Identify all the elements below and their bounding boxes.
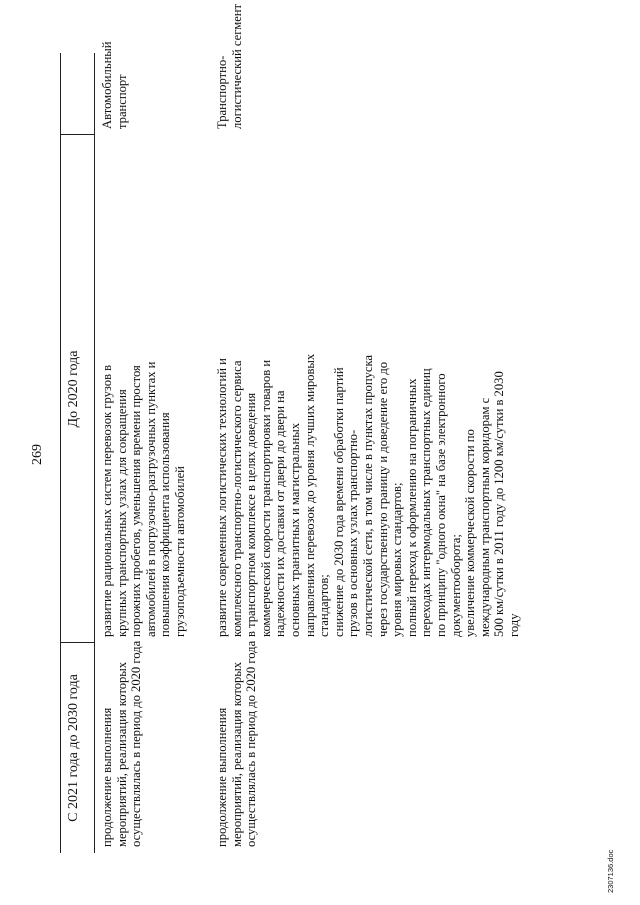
row2-sector: Транспортно- логистический сегмент bbox=[215, 3, 244, 129]
row2-till-2020: развитие современных логистических технологий и комплексного транспортно-логистического сервиса в транспортном комплексе в целях доведения коммерческой скорости транспортировки товаров и надежности их доставки от двери до двери на основных транзитных и магистральных направлениях перевозок до уровня лучших мировых стандартов; снижение до 2030 года времени обработки партий грузов в основных узлах транспортно- логистической сети, в том числе в пунктах пропуска через государственную границу и доведение его до уровня мировых стандартов; полный переход к оформлению на пограничных переходах интермодальных транспортных единиц по принципу "одного окна" на базе электронного документооборота; увеличение коммерческой скорости по международным транспортным коридорам с 500 км/сутки в 2011 году до 1200 км/сутки в 2030 году bbox=[215, 353, 521, 637]
header-bottom-rule bbox=[94, 53, 95, 853]
header-till-2020: До 2020 года bbox=[66, 350, 81, 428]
header-from-2021: С 2021 года до 2030 года bbox=[66, 674, 81, 822]
document-id: 2307136.doc bbox=[606, 849, 615, 893]
row1-sector: Автомобильный транспорт bbox=[100, 41, 129, 129]
row1-till-2020: развитие рациональных систем перевозок грузов в крупных транспортных узлах для сокращения порожних пробегов, уменьшения времени простоя автомобилей в погрузочно-разгрузочных пунктах и повышения коэффициента использования грузоподъемности автомобилей bbox=[100, 361, 187, 637]
table-top-rule bbox=[60, 53, 61, 853]
row1-from-2021: продолжение выполнения мероприятий, реализация которых осуществлялась в период до 2020 года bbox=[100, 640, 144, 847]
page-number: 269 bbox=[30, 444, 45, 465]
row2-from-2021: продолжение выполнения мероприятий, реализация которых осуществлялась в период до 2020 года bbox=[215, 640, 259, 847]
